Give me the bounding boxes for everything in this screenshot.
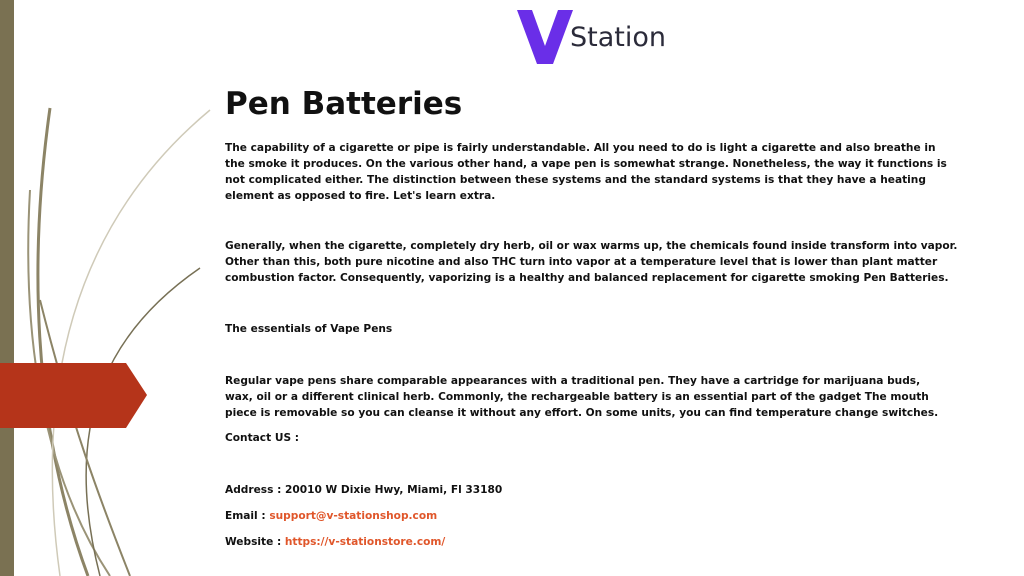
decorative-swoosh-lines <box>0 0 260 576</box>
main-content <box>225 84 965 548</box>
vapor-paragraph: Generally, when the cigarette, completely dry herb, oil or wax warms up, the chemicals found inside transform into vapor. Other than this, both pure nicotine and also THC turn into vapor at a temperature level that is lower than plant matter combustion factor. Consequently, vaporizing is a healthy and balanced replacement for cigarette smoking Pen Batteries. <box>225 240 958 284</box>
website-link[interactable]: https://v-stationstore.com/ <box>284 536 446 548</box>
address-label: Address : <box>225 484 285 496</box>
logo-wordmark: Station <box>570 22 666 53</box>
essentials-heading: The essentials of Vape Pens <box>225 323 393 335</box>
website-line <box>225 534 445 550</box>
address-line <box>225 482 502 498</box>
address-value: 20010 W Dixie Hwy, Miami, Fl 33180 <box>285 484 503 496</box>
email-label: Email : <box>225 510 270 522</box>
email-link[interactable]: support@v-stationshop.com <box>269 510 438 522</box>
website-label: Website : <box>225 536 285 548</box>
red-accent-tab <box>0 363 148 428</box>
email-line <box>225 508 437 524</box>
page-title: Pen Batteries <box>225 86 463 122</box>
intro-paragraph: The capability of a cigarette or pipe is fairly understandable. All you need to do is light a cigarette and also breathe in the smoke it produces. On the various other hand, a vape pen is somewhat strange. Nonetheless, the way it functions is not complicated either. The distinction between these systems and the standard systems is that they have a heating element as opposed to fire. Let's learn extra. <box>225 142 947 202</box>
contact-heading: Contact US : <box>225 432 299 444</box>
essentials-paragraph: Regular vape pens share comparable appearances with a traditional pen. They have a cartridge for marijuana buds, wax, oil or a different clinical herb. Commonly, the rechargeable battery is an essential part of the gadget The mouth piece is removable so you can cleanse it without any effort. On some units, you can find temperature change switches. <box>225 375 939 419</box>
